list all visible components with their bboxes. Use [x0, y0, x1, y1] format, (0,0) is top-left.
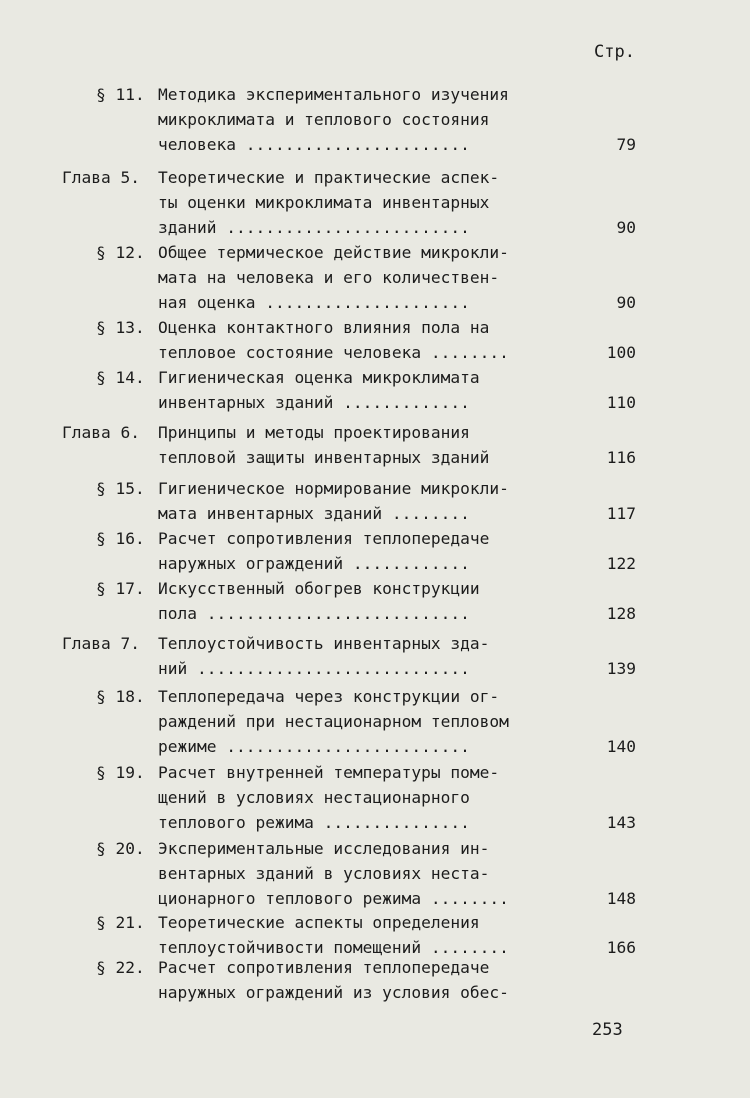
- section-number: § 21.: [96, 913, 145, 932]
- entry-title: [158, 760, 558, 835]
- entry-page-number: 100: [606, 343, 636, 362]
- entry-page-number: 128: [606, 604, 636, 623]
- section-number: § 14.: [96, 368, 145, 387]
- entry-title: [158, 526, 558, 576]
- entry-title-line: Теоретические и практические аспек-: [158, 168, 500, 187]
- entry-title: [158, 910, 558, 960]
- entry-title: [158, 365, 558, 415]
- entry-page-number: 143: [606, 813, 636, 832]
- entry-title-line: человека .......................: [158, 135, 470, 154]
- entry-title-line: мата инвентарных зданий ........: [158, 504, 470, 523]
- entry-title-line: ционарного теплового режима ........: [158, 889, 509, 908]
- entry-title-line: Гигиеническое нормирование микрокли-: [158, 479, 509, 498]
- section-number: § 12.: [96, 243, 145, 262]
- chapter-number: Глава 6.: [62, 423, 140, 442]
- entry-title-line: зданий .........................: [158, 218, 470, 237]
- entry-title: [158, 955, 558, 1005]
- entry-title-line: Теоретические аспекты определения: [158, 913, 480, 932]
- entry-title-line: Гигиеническая оценка микроклимата: [158, 368, 480, 387]
- entry-title-line: тепловое состояние человека ........: [158, 343, 509, 362]
- entry-title-line: тепловой защиты инвентарных зданий: [158, 448, 490, 467]
- entry-title-line: Принципы и методы проектирования: [158, 423, 470, 442]
- entry-page-number: 116: [606, 448, 636, 467]
- section-number: § 20.: [96, 839, 145, 858]
- entry-page-number: 90: [616, 218, 636, 237]
- section-number: § 22.: [96, 958, 145, 977]
- section-number: § 18.: [96, 687, 145, 706]
- section-number: § 17.: [96, 579, 145, 598]
- entry-page-number: 140: [606, 737, 636, 756]
- entry-title: [158, 420, 558, 470]
- entry-title-line: пола ...........................: [158, 604, 470, 623]
- entry-title: [158, 315, 558, 365]
- entry-title: [158, 165, 558, 240]
- entry-title-line: Общее термическое действие микрокли-: [158, 243, 509, 262]
- entry-title-line: теплоустойчивости помещений ........: [158, 938, 509, 957]
- entry-page-number: 90: [616, 293, 636, 312]
- entry-title-line: ная оценка .....................: [158, 293, 470, 312]
- entry-page-number: 122: [606, 554, 636, 573]
- entry-title-line: Методика экспериментального изучения: [158, 85, 509, 104]
- section-number: § 15.: [96, 479, 145, 498]
- entry-title: [158, 476, 558, 526]
- section-number: § 11.: [96, 85, 145, 104]
- entry-title-line: Искусственный обогрев конструкции: [158, 579, 480, 598]
- entry-title: [158, 576, 558, 626]
- entry-title-line: Теплопередача через конструкции ог-: [158, 687, 500, 706]
- entry-title-line: Оценка контактного влияния пола на: [158, 318, 490, 337]
- entry-title-line: ний ............................: [158, 659, 470, 678]
- entry-title-line: ты оценки микроклимата инвентарных: [158, 193, 490, 212]
- entry-title-line: Теплоустойчивость инвентарных зда-: [158, 634, 490, 653]
- entry-title-line: теплового режима ...............: [158, 813, 470, 832]
- entry-title-line: вентарных зданий в условиях неста-: [158, 864, 490, 883]
- entry-title: [158, 836, 558, 911]
- entry-title-line: раждений при нестационарном тепловом: [158, 712, 509, 731]
- entry-title-line: щений в условиях нестационарного: [158, 788, 470, 807]
- entry-title: [158, 684, 558, 759]
- entry-title-line: микроклимата и теплового состояния: [158, 110, 490, 129]
- chapter-number: Глава 5.: [62, 168, 140, 187]
- entry-page-number: 166: [606, 938, 636, 957]
- entry-title-line: Расчет сопротивления теплопередаче: [158, 958, 490, 977]
- section-number: § 19.: [96, 763, 145, 782]
- entry-title-line: Расчет сопротивления теплопередаче: [158, 529, 490, 548]
- entry-page-number: 148: [606, 889, 636, 908]
- page-number: 253: [592, 1020, 623, 1040]
- entry-page-number: 110: [606, 393, 636, 412]
- entry-page-number: 139: [606, 659, 636, 678]
- section-number: § 16.: [96, 529, 145, 548]
- page-column-label: Стр.: [594, 42, 635, 62]
- entry-title-line: мата на человека и его количествен-: [158, 268, 500, 287]
- entry-title-line: режиме .........................: [158, 737, 470, 756]
- entry-title-line: наружных ограждений ............: [158, 554, 470, 573]
- entry-title-line: наружных ограждений из условия обес-: [158, 983, 509, 1002]
- entry-title: [158, 82, 558, 157]
- entry-page-number: 117: [606, 504, 636, 523]
- entry-title-line: инвентарных зданий .............: [158, 393, 470, 412]
- entry-title: [158, 240, 558, 315]
- entry-title-line: Экспериментальные исследования ин-: [158, 839, 490, 858]
- entry-title-line: Расчет внутренней температуры поме-: [158, 763, 500, 782]
- entry-title: [158, 631, 558, 681]
- section-number: § 13.: [96, 318, 145, 337]
- entry-page-number: 79: [616, 135, 636, 154]
- chapter-number: Глава 7.: [62, 634, 140, 653]
